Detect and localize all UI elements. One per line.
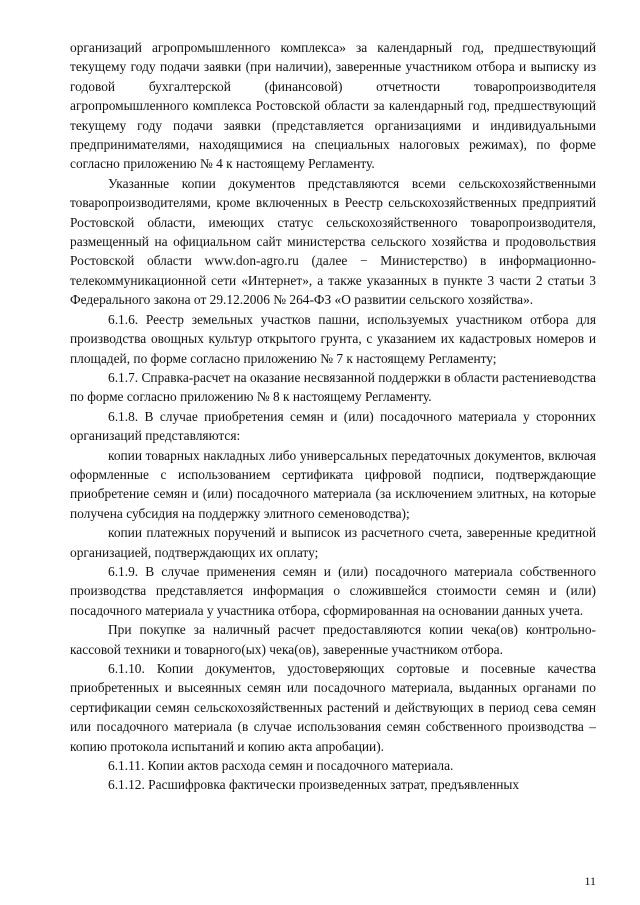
- paragraph-cash-purchase: При покупке за наличный расчет предоставляются копии чека(ов) контрольно-кассовой техники и товарного(ых) чека(ов), заверенные участником отбора.: [70, 622, 596, 657]
- paragraph-continuation: организаций агропромышленного комплекса» за календарный год, предшествующий текущему году подачи заявки (при наличии), заверенные участником отбора и выписку из годовой бухгалтерской (финансовой) отчетности товаропроизводителя агропромышленного комплекса Ростовской области за календарный год, предшествующий текущему году подачи заявки (представляется организациями и индивидуальными предпринимателями, находящимися на специальных налоговых режимах), по форме согласно приложению № 4 к настоящему Регламенту.: [70, 40, 596, 172]
- paragraph-copies-note: Указанные копии документов представляются всеми сельскохозяйственными товаропроизводителями, кроме включенных в Реестр сельскохозяйственных предприятий Ростовской области, имеющих статус сельскохозяйственного товаропроизводителя, размещенный на официальном сайт министерства сельского хозяйства и продовольствия Ростовской области www.don-agro.ru (далее − Министерство) в информационно-телекоммуникационной сети «Интернет», а также указанных в пункте 3 части 2 статьи 3 Федерального закона от 29.12.2006 № 264-ФЗ «О развитии сельского хозяйства».: [70, 175, 596, 308]
- paragraph-6-1-6: 6.1.6. Реестр земельных участков пашни, используемых участником отбора для производства овощных культур открытого грунта, с указанием их кадастровых номеров и площадей, по форме согласно приложению № 7 к настоящему Регламенту;: [70, 311, 596, 366]
- paragraph-6-1-7: 6.1.7. Справка-расчет на оказание несвязанной поддержки в области растениеводства по форме согласно приложению № 8 к настоящему Регламенту.: [70, 369, 596, 405]
- page-number: 11: [584, 874, 596, 888]
- paragraph-6-1-9: 6.1.9. В случае применения семян и (или) посадочного материала собственного производства представляется информация о сложившейся стоимости семян и (или) посадочного материала у участника отбора, сформированная на основании данных учета.: [70, 563, 596, 618]
- page-body: [70, 38, 596, 795]
- paragraph-payment-orders: копии платежных поручений и выписок из расчетного счета, заверенные кредитной организацией, подтверждающих их оплату;: [70, 525, 596, 560]
- paragraph-6-1-8: 6.1.8. В случае приобретения семян и (или) посадочного материала у сторонних организаций представляются:: [70, 408, 596, 444]
- paragraph-invoices: копии товарных накладных либо универсальных передаточных документов, включая оформленные с использованием сертификата цифровой подписи, подтверждающие приобретение семян и (или) посадочного материала (за исключением элитных, на которые получена субсидия на поддержку элитного семеноводства);: [70, 447, 596, 521]
- paragraph-6-1-11: 6.1.11. Копии актов расхода семян и посадочного материала.: [108, 758, 454, 774]
- paragraph-6-1-10: 6.1.10. Копии документов, удостоверяющих сортовые и посевные качества приобретенных и высеянных семян или посадочного материала, выданных органами по сертификации семян сельскохозяйственных растений и действующих в период сева семян или посадочного материала (в случае использования семян собственного производства – копию протокола испытаний и копию акта апробации).: [70, 661, 596, 754]
- paragraph-6-1-12: 6.1.12. Расшифровка фактически произведенных затрат, предъявленных: [108, 777, 520, 793]
